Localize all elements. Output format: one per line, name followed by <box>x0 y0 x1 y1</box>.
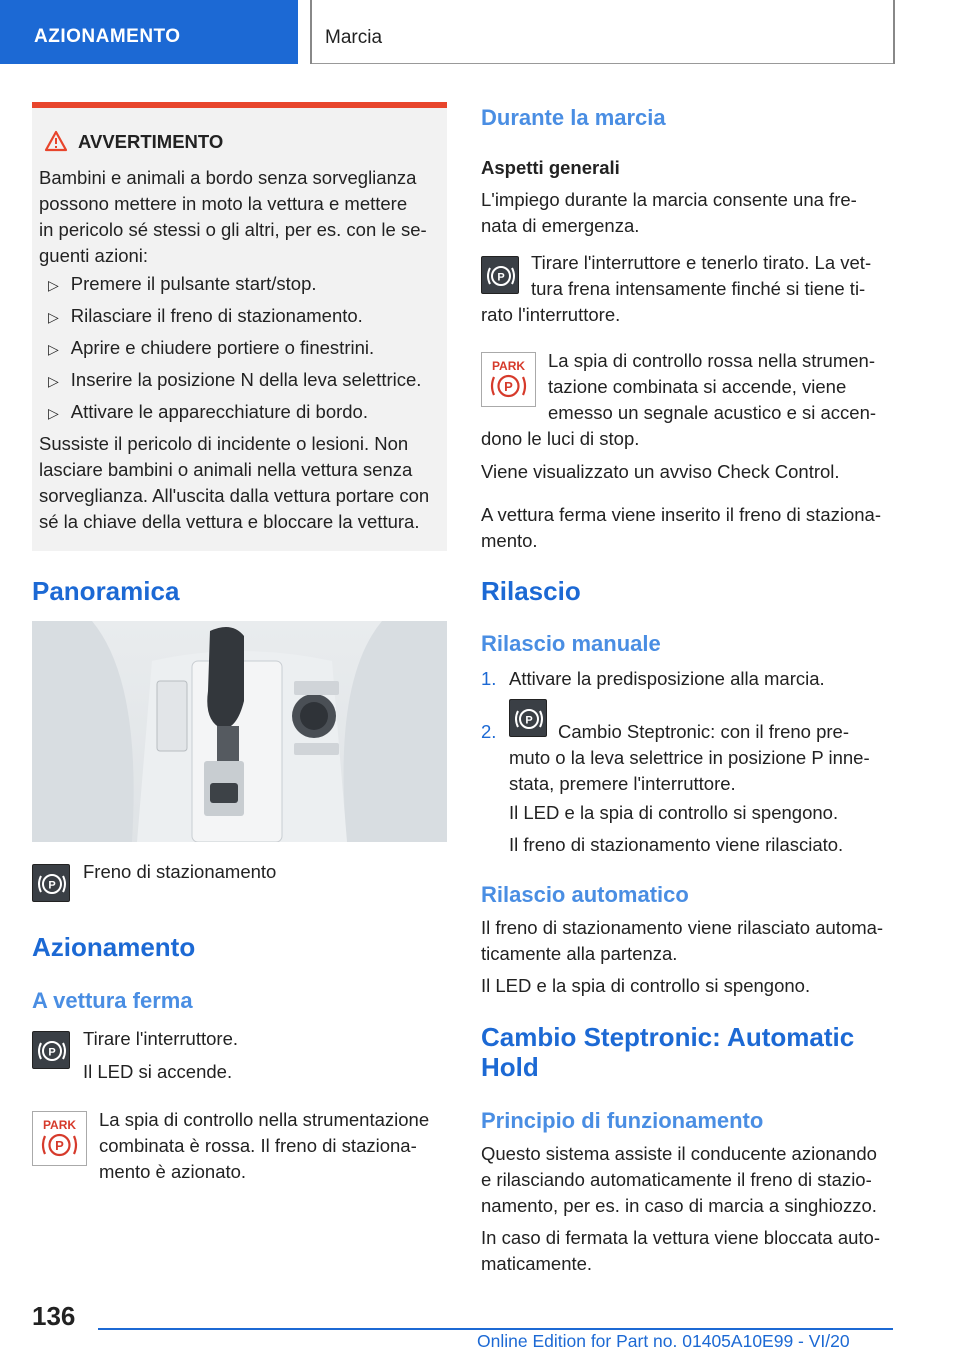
list-item: ▷ Premere il pulsante start/stop. <box>48 273 317 294</box>
step2-line1: Cambio Steptronic: con il freno pre- <box>558 721 849 742</box>
list-item: ▷ Rilasciare il freno di stazionamento. <box>48 305 363 326</box>
step2-freno: Il freno di stazionamento viene rilasciato. <box>509 834 844 855</box>
heading-rilascio-manuale: Rilascio manuale <box>481 631 661 656</box>
fermata-text: In caso di fermata la vettura viene bloccata auto- maticamente. <box>481 1227 880 1274</box>
heading-azionamento: Azionamento <box>32 932 196 962</box>
chapter-title: Marcia <box>325 27 383 48</box>
svg-text:P: P <box>525 714 533 727</box>
parking-brake-icon <box>32 864 70 902</box>
section-title: AZIONAMENTO <box>34 26 181 47</box>
heading-aspetti: Aspetti generali <box>481 157 620 178</box>
edition-text: Online Edition for Part no. 01405A10E99 - VI/20 <box>477 1331 850 1351</box>
heading-durante: Durante la marcia <box>481 105 666 130</box>
spia-lines-a: La spia di controllo rossa nella strumen- tazione combinata si accende, viene emesso un segnale acustico e si accen- <box>548 350 877 423</box>
park-warning-icon <box>481 352 536 407</box>
step2-led: Il LED e la spia di controllo si spengono. <box>509 802 839 823</box>
freno-caption: Freno di stazionamento <box>83 861 277 882</box>
warning-intro: Bambini e animali a bordo senza sorveglianza possono mettere in moto la vettura e mettere in pericolo sé stessi o gli altri, per es. con le se- guenti azioni: <box>39 167 427 266</box>
svg-text:P: P <box>497 271 505 284</box>
header-divider <box>310 0 312 64</box>
heading-principio: Principio di funzionamento <box>481 1108 764 1133</box>
svg-text:P: P <box>48 1046 56 1059</box>
page-number: 136 <box>32 1301 76 1331</box>
led-text: Il LED si accende. <box>83 1061 233 1082</box>
warning-bullets <box>48 271 448 431</box>
automatico-led: Il LED e la spia di controllo si spengono. <box>481 975 811 996</box>
section-tab <box>0 0 298 64</box>
console-photo <box>32 621 447 842</box>
spia-lines-b: dono le luci di stop. <box>481 428 640 449</box>
list-item: ▷ Aprire e chiudere portiere o finestrini. <box>48 337 375 358</box>
heading-automatico: Rilascio automatico <box>481 882 689 907</box>
step-number: 2. <box>481 721 497 742</box>
check-text: Viene visualizzato un avviso Check Control. <box>481 461 840 482</box>
heading-vettura-ferma: A vettura ferma <box>32 988 193 1013</box>
heading-rilascio: Rilascio <box>481 576 581 606</box>
warning-title: AVVERTIMENTO <box>78 131 224 152</box>
tirare-lines-a: Tirare l'interruttore e tenerlo tirato. La vet- tura frena intensamente finché si tiene ti- <box>531 252 872 299</box>
parking-brake-icon <box>509 699 547 737</box>
park-warning-icon <box>32 1111 87 1166</box>
heading-panoramica: Panoramica <box>32 576 180 606</box>
parking-brake-icon <box>32 1031 70 1069</box>
header-rule <box>312 63 895 64</box>
heading-steptronic: Cambio Steptronic: Automatic Hold <box>481 1022 855 1082</box>
list-item: ▷ Attivare le apparecchiature di bordo. <box>48 401 368 422</box>
svg-text:P: P <box>504 379 513 394</box>
svg-text:PARK: PARK <box>491 359 526 373</box>
step-number: 1. <box>481 668 497 689</box>
svg-text:P: P <box>48 879 56 892</box>
parking-brake-icon <box>481 256 519 294</box>
header-end-divider <box>893 0 895 64</box>
spia-text: La spia di controllo nella strumentazione combinata è rossa. Il freno di staziona- mento è azionato. <box>99 1109 430 1182</box>
list-item: ▷ Inserire la posizione N della leva selettrice. <box>48 369 422 390</box>
footer-rule <box>98 1328 893 1330</box>
impiego-text: L'impiego durante la marcia consente una fre- nata di emergenza. <box>481 189 857 236</box>
automatico-text: Il freno di stazionamento viene rilasciato automa- ticamente alla partenza. <box>481 917 884 964</box>
warning-outro: Sussiste il pericolo di incidente o lesioni. Non lasciare bambini o animali nella vettura senza sorveglianza. All'uscita dalla vettura portare con sé la chiave della vettura e bloccare la vettura. <box>39 433 430 532</box>
step2-lines: muto o la leva selettrice in posizione P inne- stata, premere l'interruttore. <box>509 747 870 794</box>
svg-text:PARK: PARK <box>42 1118 77 1132</box>
step1-text: Attivare la predisposizione alla marcia. <box>509 668 825 689</box>
tirare-text: Tirare l'interruttore. <box>83 1028 239 1049</box>
warning-triangle-icon <box>44 130 68 152</box>
tirare-lines-b: rato l'interruttore. <box>481 304 621 325</box>
ferma-text: A vettura ferma viene inserito il freno di staziona- mento. <box>481 504 881 551</box>
svg-text:P: P <box>55 1138 64 1153</box>
principio-text: Questo sistema assiste il conducente azionando e rilasciando automaticamente il freno di stazio- namento, per es. in caso di marcia a singhiozzo. <box>481 1143 877 1216</box>
